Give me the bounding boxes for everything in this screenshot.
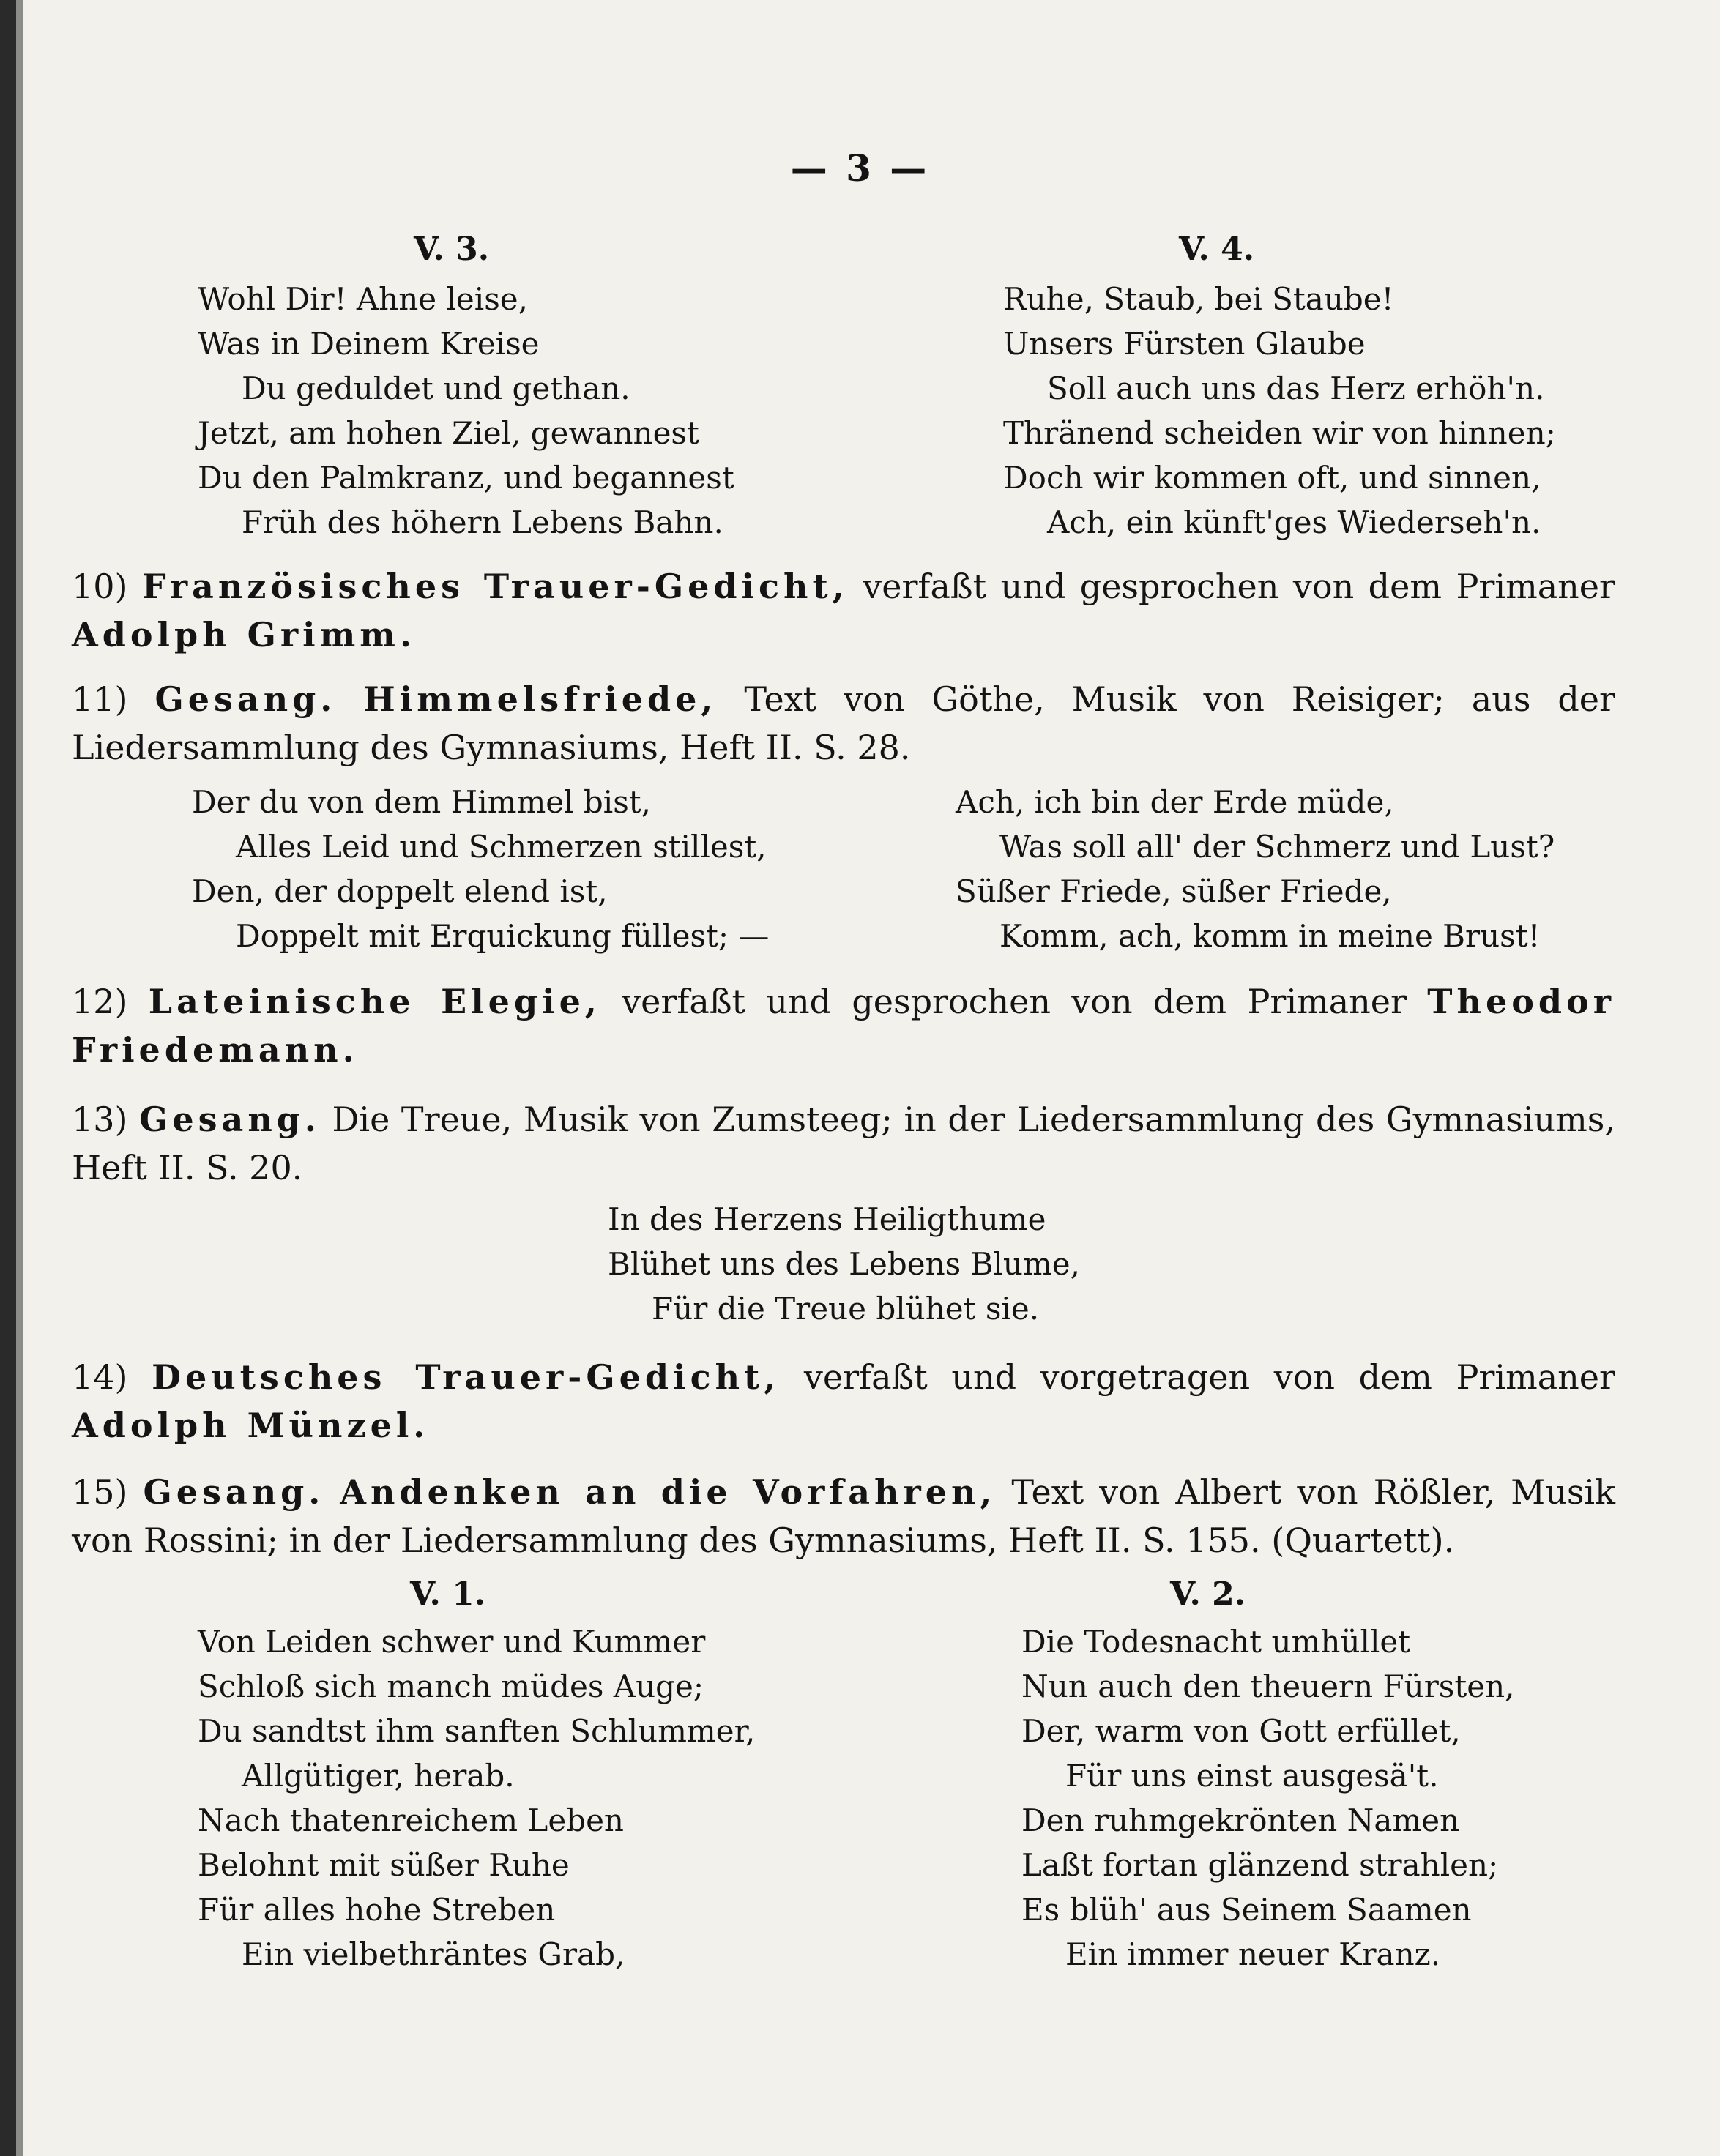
verse-line: Allgütiger, herab. [242,1758,515,1794]
verse-line: Den ruhmgekrönten Namen [1021,1802,1460,1838]
verse-line: Unsers Fürsten Glaube [1003,326,1366,362]
program-item-14 [72,1353,1615,1450]
item-11-verse-right [956,780,1555,958]
item-text: Text von Göthe, Musik von Reisiger; aus der Liedersammlung des Gymnasiums, Heft II. S. 28. [72,679,1616,767]
verse-line: Soll auch uns das Herz erhöh'n. [1047,370,1545,406]
program-item-13 [72,1095,1615,1192]
verse-line: Laßt fortan glänzend strahlen; [1021,1847,1499,1883]
program-item-10 [72,562,1615,659]
verse-3 [198,277,734,545]
item-number: 11) [72,679,128,719]
item-text: Text von Albert von Rößler, Musik von Rossini; in der Liedersammlung des Gymnasiums, Heft II. S. 155. (Quartett). [72,1472,1616,1560]
item-text: Die Treue, Musik von Zumsteeg; in der Liedersammlung des Gymnasiums, Heft II. S. 20. [72,1100,1616,1187]
verse-2-label: V. 2. [1170,1575,1246,1613]
verse-2 [1021,1619,1514,1977]
item-title: Gesang. [139,1100,321,1139]
page-edge [16,0,23,2156]
verse-4-label: V. 4. [1179,231,1255,268]
verse-line: Du den Palmkranz, und begannest [198,460,734,496]
item-title: Lateinische Elegie, [148,982,601,1021]
verse-line: Schloß sich manch müdes Auge; [198,1668,704,1704]
item-title: Französisches Trauer-Gedicht, [141,567,849,606]
book-spine-shadow [0,0,16,2156]
verse-line: Wohl Dir! Ahne leise, [198,281,528,317]
verse-line: Der, warm von Gott erfüllet, [1021,1713,1461,1749]
item-name: Adolph Münzel. [72,1406,430,1445]
verse-line: Was in Deinem Kreise [198,326,540,362]
verse-line: Die Todesnacht umhüllet [1021,1624,1411,1660]
verse-line: Für alles hohe Streben [198,1892,556,1928]
item-number: 13) [72,1100,128,1139]
verse-line: Ach, ich bin der Erde müde, [956,784,1394,820]
verse-line: Jetzt, am hohen Ziel, gewannest [198,415,699,451]
item-number: 10) [72,567,128,606]
verse-line: Komm, ach, komm in meine Brust! [999,918,1541,954]
verse-line: Du geduldet und gethan. [242,370,630,406]
item-text: verfaßt und vorgetragen von dem Primaner [803,1357,1616,1397]
item-number: 12) [72,982,128,1021]
item-13-verse [608,1197,1080,1331]
item-text: verfaßt und gesprochen von dem Primaner [622,982,1407,1021]
item-11-verse-left [192,780,769,958]
verse-line: Von Leiden schwer und Kummer [198,1624,706,1660]
verse-line: Den, der doppelt elend ist, [192,873,608,909]
item-number: 15) [72,1472,128,1512]
item-title: Gesang. [154,679,337,719]
page-number: — 3 — [790,146,930,190]
verse-line: Ein immer neuer Kranz. [1065,1936,1441,1972]
program-item-11 [72,675,1615,772]
verse-1-label: V. 1. [410,1575,486,1613]
song-title: Andenken an die Vorfahren, [340,1472,997,1512]
item-title: Gesang. [143,1472,325,1512]
verse-line: Was soll all' der Schmerz und Lust? [999,829,1555,865]
verse-line: Ach, ein künft'ges Wiederseh'n. [1047,504,1541,540]
item-title: Deutsches Trauer-Gedicht, [152,1357,781,1397]
verse-line: Süßer Friede, süßer Friede, [956,873,1392,909]
verse-line: Doch wir kommen oft, und sinnen, [1003,460,1541,496]
verse-line: Früh des höhern Lebens Bahn. [242,504,723,540]
item-name: Theodor Friedemann. [72,982,1615,1070]
verse-line: Du sandtst ihm sanften Schlummer, [198,1713,756,1749]
verse-line: Es blüh' aus Seinem Saamen [1021,1892,1472,1928]
verse-line: Nun auch den theuern Fürsten, [1021,1668,1515,1704]
item-name: Adolph Grimm. [72,615,416,654]
verse-line: In des Herzens Heiligthume [608,1201,1046,1237]
program-item-12 [72,977,1615,1074]
verse-line: Belohnt mit süßer Ruhe [198,1847,570,1883]
verse-line: Nach thatenreichem Leben [198,1802,624,1838]
verse-line: Ein vielbethräntes Grab, [242,1936,625,1972]
verse-line: Doppelt mit Erquickung füllest; — [236,918,770,954]
item-number: 14) [72,1357,128,1397]
item-text: verfaßt und gesprochen von dem Primaner [863,567,1615,606]
verse-3-label: V. 3. [414,231,490,268]
verse-line: Der du von dem Himmel bist, [192,784,652,820]
program-item-15 [72,1468,1615,1564]
verse-line: Für die Treue blühet sie. [652,1291,1040,1327]
verse-line: Blühet uns des Lebens Blume, [608,1246,1080,1282]
song-title: Himmelsfriede, [363,679,718,719]
verse-line: Für uns einst ausgesä't. [1065,1758,1439,1794]
verse-4 [1003,277,1556,545]
verse-line: Thränend scheiden wir von hinnen; [1003,415,1556,451]
verse-line: Ruhe, Staub, bei Staube! [1003,281,1394,317]
verse-line: Alles Leid und Schmerzen stillest, [236,829,767,865]
verse-1 [198,1619,755,1977]
